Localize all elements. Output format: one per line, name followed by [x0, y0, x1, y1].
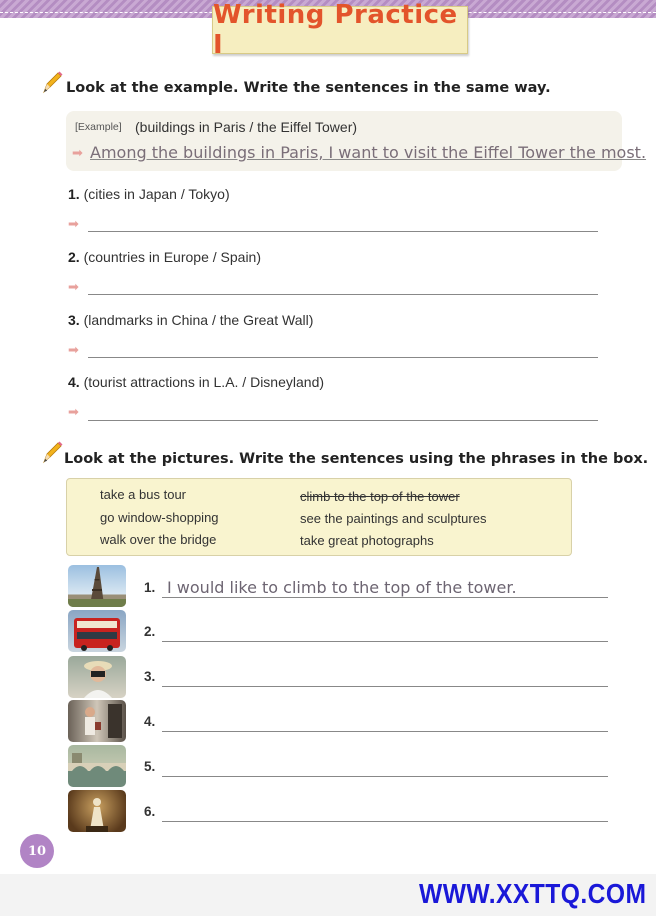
picture-double-decker-bus: [68, 610, 126, 652]
bridge-icon: [68, 745, 126, 787]
question-prompt: (countries in Europe / Spain): [83, 249, 262, 265]
arrow-icon: ➡: [68, 216, 79, 231]
camera-person-icon: [68, 656, 126, 698]
question-number: 2.: [68, 249, 80, 265]
phrase-item: take great photographs: [300, 533, 434, 548]
arrow-icon: ➡: [72, 145, 83, 160]
question-4: [68, 374, 324, 390]
question-prompt: (tourist attractions in L.A. / Disneyland): [83, 374, 325, 390]
answer-line-3[interactable]: [88, 357, 598, 358]
page-title: Writing Practice I: [213, 0, 458, 60]
picture-museum-sculpture: [68, 790, 126, 832]
page-number-badge: [20, 834, 54, 868]
item-number: 1.: [144, 580, 156, 595]
question-number: 4.: [68, 374, 80, 390]
pencil-icon: [40, 440, 64, 464]
answer-line-2[interactable]: [88, 294, 598, 295]
item-number: 3.: [144, 669, 156, 684]
example-answer: Among the buildings in Paris, I want to visit the Eiffel Tower the most.: [90, 143, 647, 162]
question-prompt: (landmarks in China / the Great Wall): [83, 312, 314, 328]
section2-instruction: Look at the pictures. Write the sentences using the phrases in the box.: [64, 451, 649, 467]
picture-stone-bridge: [68, 745, 126, 787]
question-number: 3.: [68, 312, 80, 328]
example-label: [Example]: [75, 121, 122, 133]
question-2: [68, 249, 261, 265]
phrase-item: see the paintings and sculptures: [300, 511, 487, 526]
sculpture-icon: [68, 790, 126, 832]
page-number: 10: [27, 843, 47, 859]
answer-line-1[interactable]: [88, 231, 598, 232]
phrase-item: go window-shopping: [100, 510, 219, 525]
question-3: [68, 312, 313, 328]
picture-woman-shopping: [68, 700, 126, 742]
bus-icon: [68, 610, 126, 652]
answer-line-item-6[interactable]: [162, 821, 608, 822]
answer-line-item-5[interactable]: [162, 776, 608, 777]
phrase-item-used: climb to the top of the tower: [300, 489, 460, 504]
arrow-icon: ➡: [68, 404, 79, 419]
eiffel-tower-icon: [68, 565, 126, 607]
item-number: 4.: [144, 714, 156, 729]
answer-line-item-1[interactable]: [162, 597, 608, 598]
answer-line-item-4[interactable]: [162, 731, 608, 732]
arrow-icon: ➡: [68, 279, 79, 294]
title-banner: [212, 0, 468, 60]
answer-line-4[interactable]: [88, 420, 598, 421]
answer-line-item-2[interactable]: [162, 641, 608, 642]
shopper-icon: [68, 700, 126, 742]
question-1: [68, 186, 230, 202]
item-answer-1: I would like to climb to the top of the tower.: [167, 578, 517, 597]
answer-line-item-3[interactable]: [162, 686, 608, 687]
phrase-item: walk over the bridge: [100, 532, 217, 547]
question-prompt: (cities in Japan / Tokyo): [83, 186, 230, 202]
watermark: WWW.XXTTQ.COM: [418, 878, 646, 909]
example-prompt: (buildings in Paris / the Eiffel Tower): [135, 119, 358, 135]
item-number: 5.: [144, 759, 156, 774]
section1-instruction: Look at the example. Write the sentences in the same way.: [66, 80, 551, 96]
pencil-icon: [40, 70, 64, 94]
picture-eiffel-tower: [68, 565, 126, 607]
arrow-icon: ➡: [68, 342, 79, 357]
question-number: 1.: [68, 186, 80, 202]
item-number: 6.: [144, 804, 156, 819]
picture-woman-with-camera: [68, 656, 126, 698]
phrase-item: take a bus tour: [100, 487, 186, 502]
item-number: 2.: [144, 624, 156, 639]
